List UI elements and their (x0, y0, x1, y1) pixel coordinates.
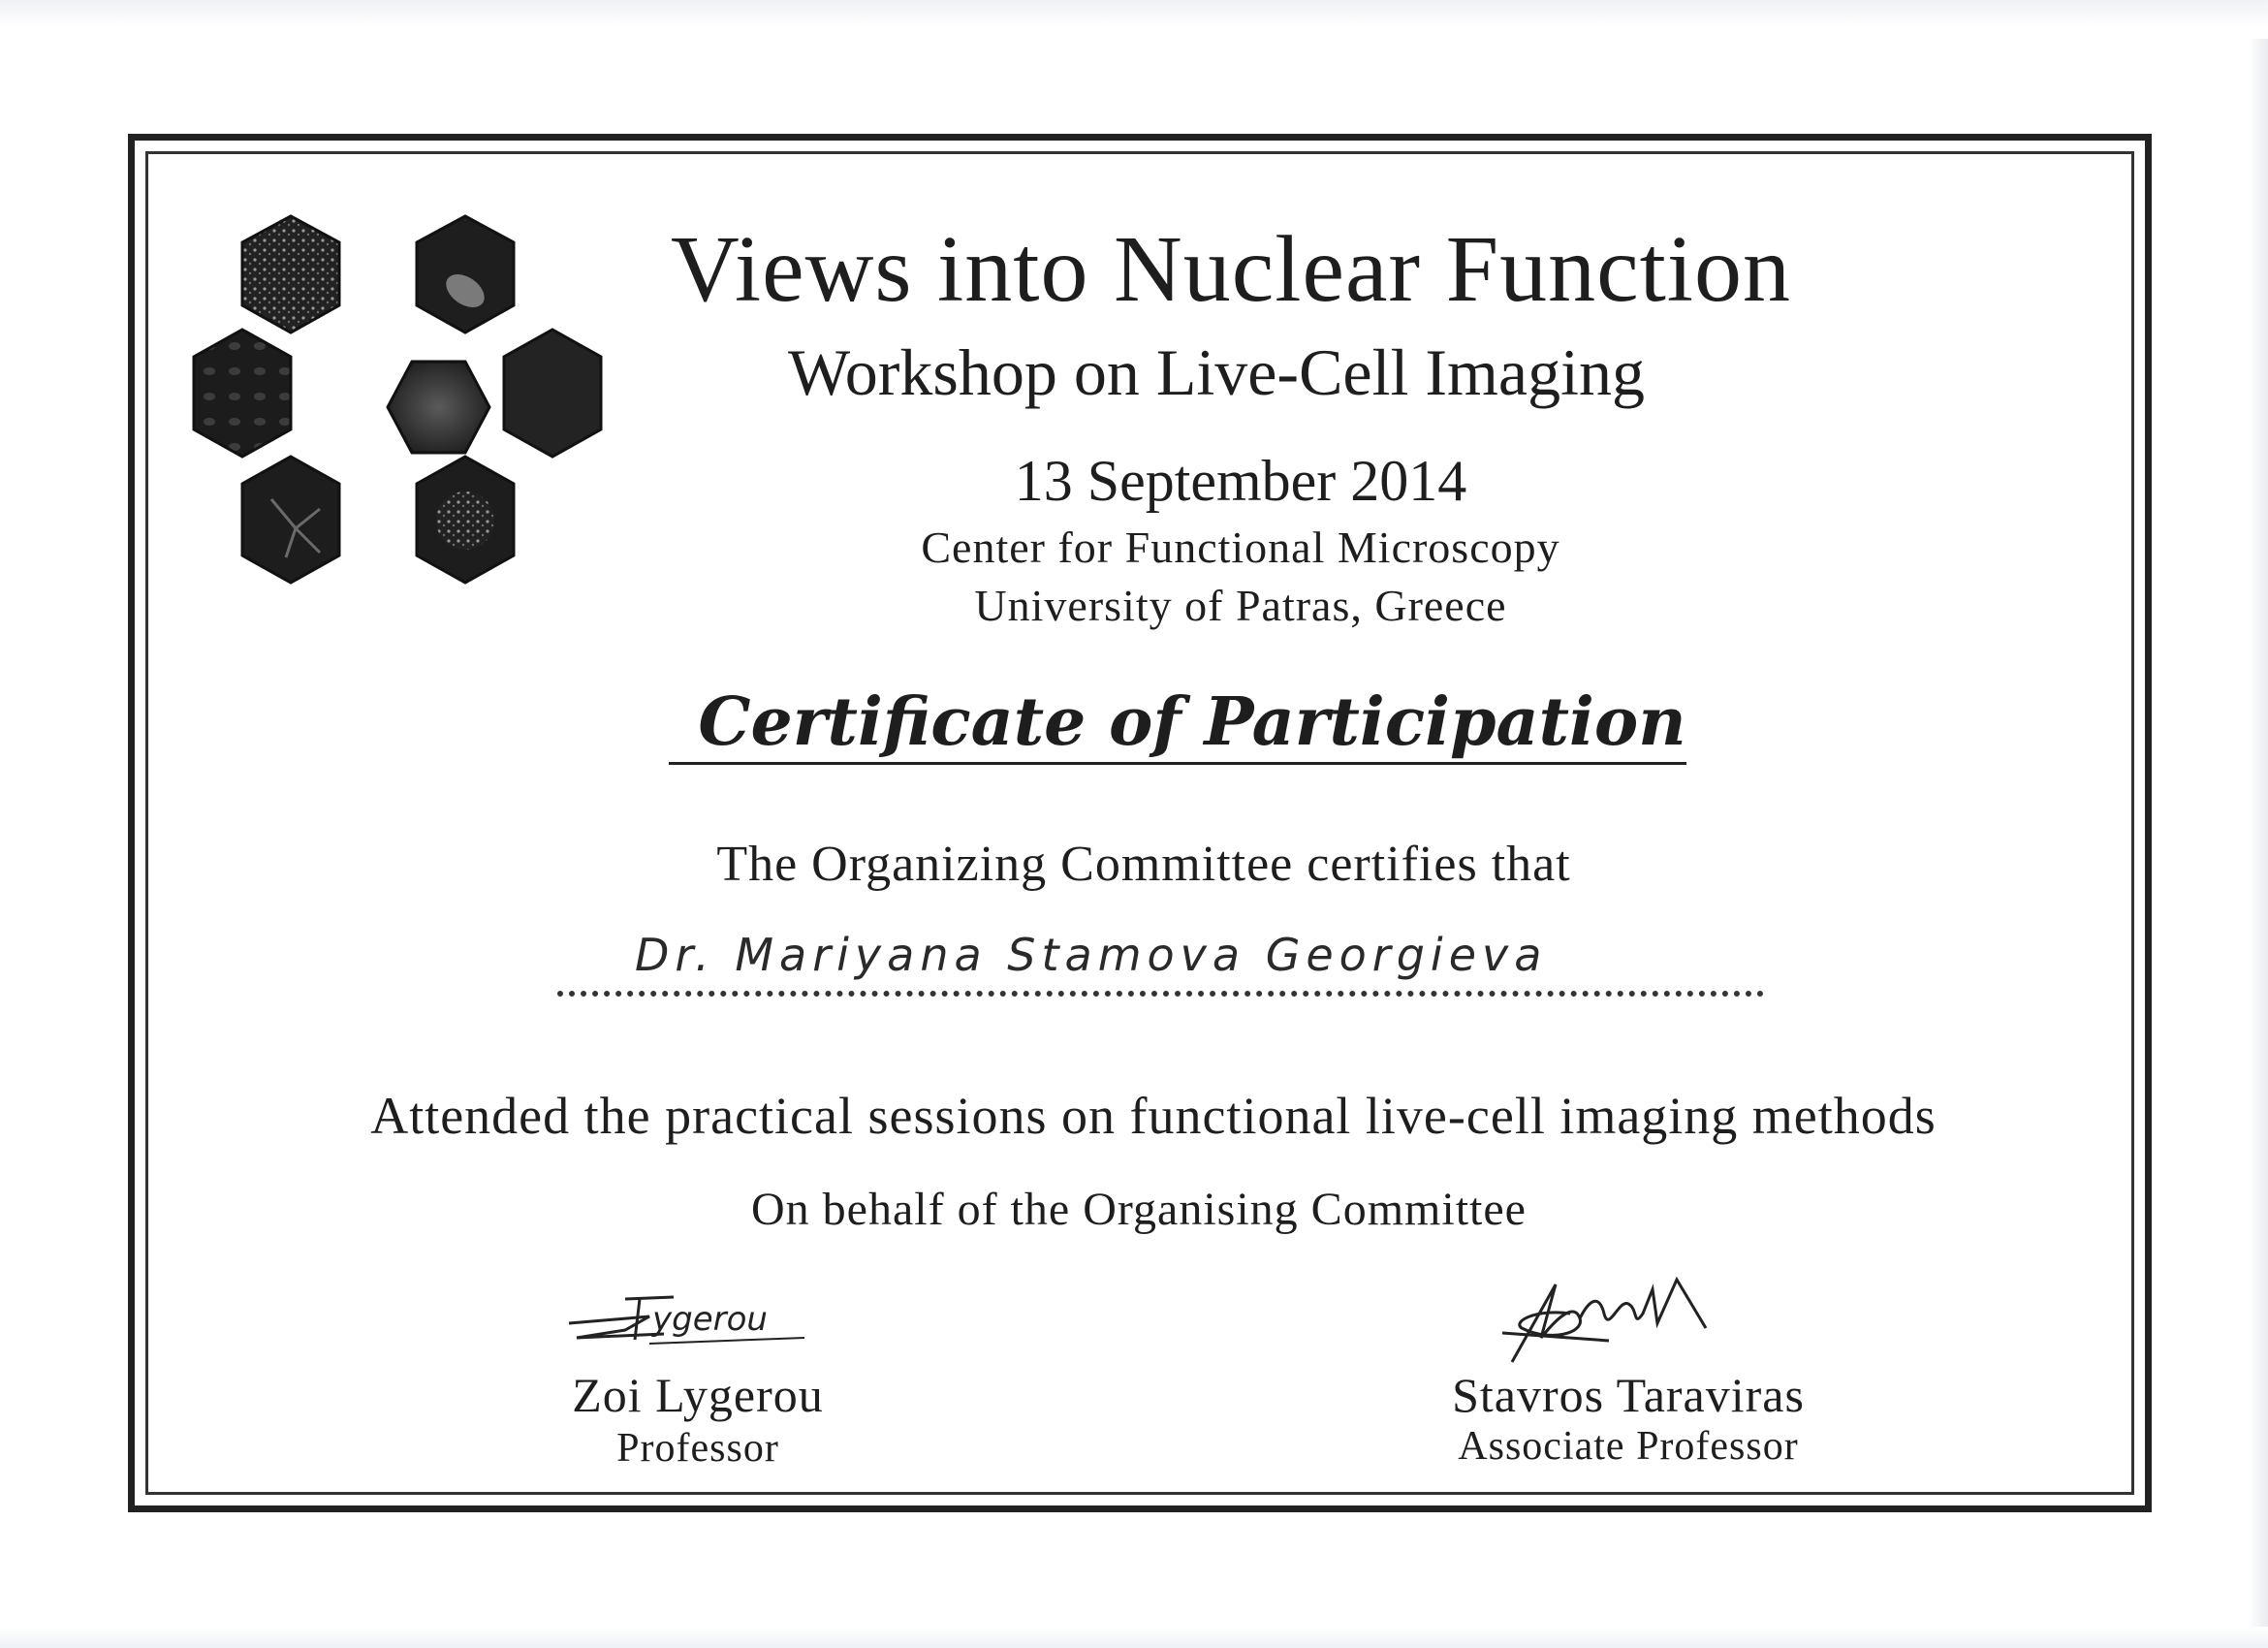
attendance-statement: Attended the practical sessions on functional live-cell imaging methods (370, 1087, 1937, 1145)
microscopy-hexagon-logo (174, 208, 659, 693)
certifies-statement: The Organizing Committee certifies that (716, 837, 1571, 892)
scan-edge-bottom (0, 1627, 2268, 1648)
signer-role-1: Professor (616, 1426, 779, 1471)
signer-name-1: Zoi Lygerou (572, 1368, 824, 1422)
signer-name-2: Stavros Taraviras (1452, 1368, 1805, 1422)
participant-name: Dr. Mariyana Stamova Georgieva (635, 929, 1548, 981)
scan-edge-right (2249, 39, 2268, 1629)
workshop-subtitle: Workshop on Live-Cell Imaging (787, 335, 1646, 409)
host-university: University of Patras, Greece (974, 581, 1507, 630)
hex-cell-image-6 (242, 457, 339, 583)
signature-lygerou (557, 1270, 819, 1362)
behalf-statement: On behalf of the Organising Committee (751, 1184, 1527, 1235)
participant-dotted-line (557, 991, 1764, 997)
hex-cell-image-5 (504, 330, 601, 457)
hex-cell-image-2 (417, 216, 514, 333)
svg-text:ygerou: ygerou (652, 1300, 768, 1339)
hex-cell-image-1 (242, 216, 339, 333)
signature-taraviras (1483, 1246, 1735, 1372)
certificate-heading-underline (669, 762, 1686, 765)
certificate-heading: Certificate of Participation (698, 683, 1686, 761)
workshop-date: 13 September 2014 (1014, 449, 1467, 513)
signer-role-2: Associate Professor (1458, 1424, 1799, 1469)
hex-cell-image-3 (194, 330, 291, 457)
host-center: Center for Functional Microscopy (921, 523, 1560, 572)
scan-edge-top (0, 0, 2268, 27)
workshop-title: Views into Nuclear Function (670, 217, 1792, 322)
